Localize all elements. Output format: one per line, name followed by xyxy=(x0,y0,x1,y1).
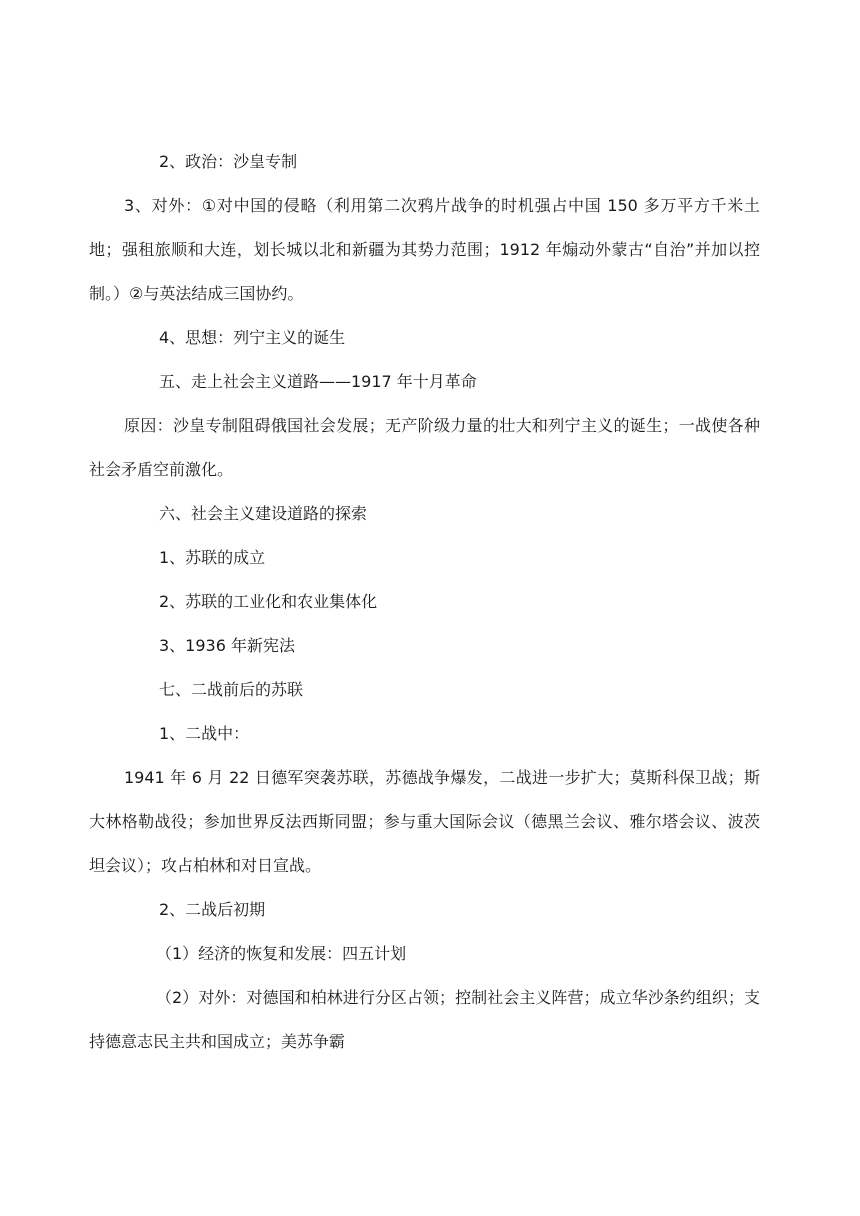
paragraph-economy: （1）经济的恢复和发展：四五计划 xyxy=(156,944,407,963)
paragraph-foreign-relations: 3、对外：①对中国的侵略（利用第二次鸦片战争的时机强占中国 150 多万平方千米土地；强租旅顺和大连，划长城以北和新疆为其势力范围；1912 年煽动外蒙古“自治”并加以控制。）②与英法结成三国协约。 xyxy=(89,196,760,303)
paragraph-war-events: 1941 年 6 月 22 日德军突袭苏联，苏德战争爆发，二战进一步扩大；莫斯科保卫战；斯大林格勒战役；参加世界反法西斯同盟；参与重大国际会议（德黑兰会议、雅尔塔会议、波茨坦会议）；攻占柏林和对日宣战。 xyxy=(89,768,760,875)
document-body xyxy=(89,140,760,1064)
paragraph-industrialization: 2、苏联的工业化和农业集体化 xyxy=(159,592,378,611)
paragraph-reason: 原因：沙皇专制阻碍俄国社会发展；无产阶级力量的壮大和列宁主义的诞生；一战使各种社会矛盾空前激化。 xyxy=(89,416,760,479)
paragraph-thought: 4、思想：列宁主义的诞生 xyxy=(159,328,346,347)
paragraph-constitution: 3、1936 年新宪法 xyxy=(159,636,295,655)
paragraph-postwar: 2、二战后初期 xyxy=(159,900,266,919)
paragraph-politics: 2、政治：沙皇专制 xyxy=(159,152,298,171)
paragraph-ussr-founded: 1、苏联的成立 xyxy=(159,548,266,567)
paragraph-during-war: 1、二战中： xyxy=(159,724,250,743)
paragraph-foreign-postwar: （2）对外：对德国和柏林进行分区占领；控制社会主义阵营；成立华沙条约组织；支持德意志民主共和国成立；美苏争霸 xyxy=(89,988,760,1051)
heading-section-6: 六、社会主义建设道路的探索 xyxy=(159,504,368,523)
heading-section-7: 七、二战前后的苏联 xyxy=(159,680,304,699)
heading-section-5: 五、走上社会主义道路——1917 年十月革命 xyxy=(159,372,477,391)
